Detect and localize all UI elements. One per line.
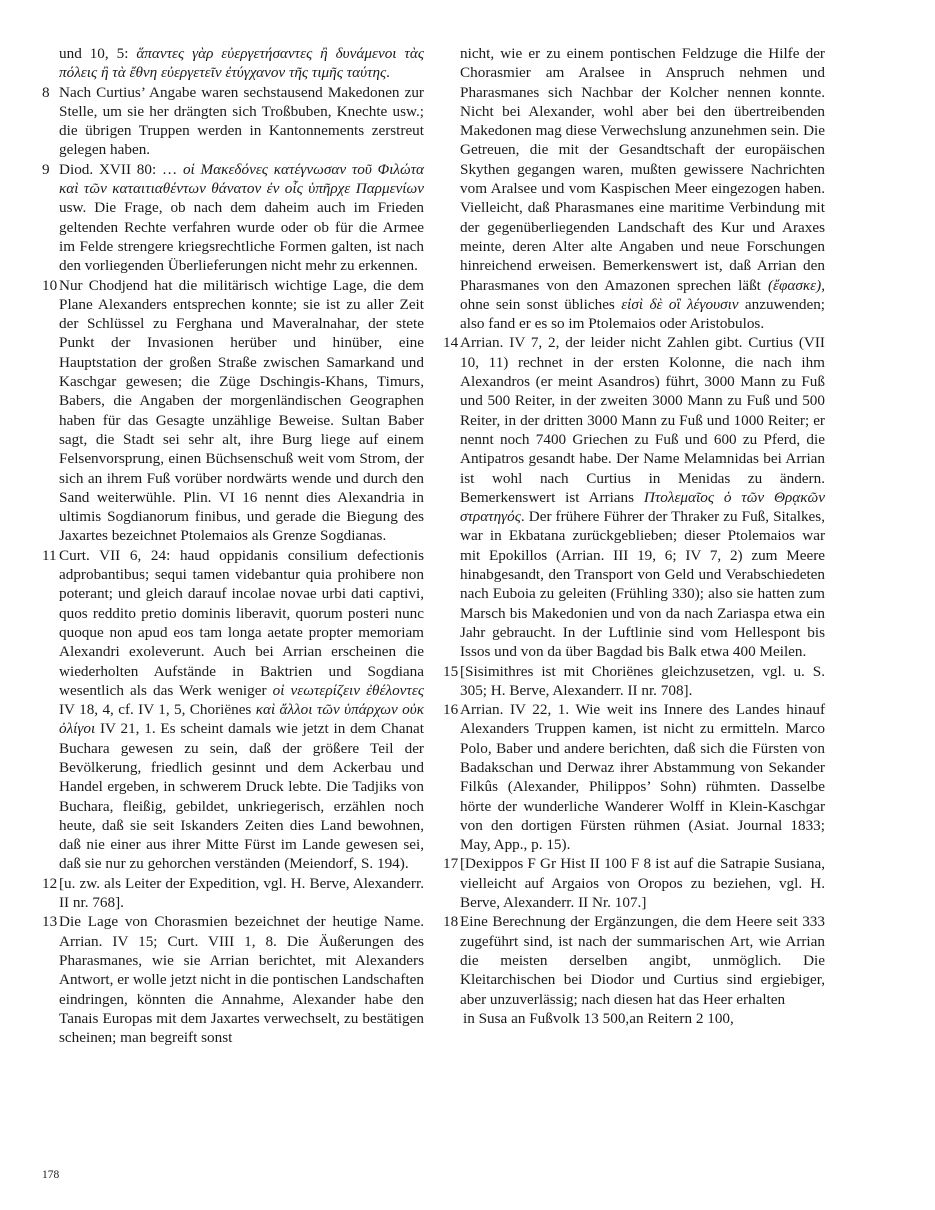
note-text: Curt. VII 6, 24: haud oppidanis consilium defectionis adprobantibus; sequi tamen videbantur quia prohibere non poterant; und gleich darauf incolae novae urbi dati captivi, quos reddito pretio dominis liberavit, quorum posteri nunc quoque non apud eos tam longa aetate propter memoriam Alexandri exoleverunt. Auch bei Arrian erscheinen die wiederholten Aufstände in Baktrien und Sogdiana wesentlich als das Werk weniger bbox=[59, 546, 424, 699]
note-text: IV 21, 1. Es scheint damals wie jetzt in dem Chanat Buchara gewesen zu sein, daß der größere Teil der Bevölkerung, friedlich gesinnt und dem Ackerbau und Handel ergeben, in schwerem Druck lebte. Die Tadjiks von Buchara, fleißig, gebildet, unkriegerisch, erzählen noch heute, daß sie seit Iskanders Zeiten dies Land bewohnen, daß nie einer aus ihrer Mitte Fürst im Lande gewesen sei, daß sie nur zu gehorchen verständen (Meiendorf, S. 194). bbox=[59, 720, 424, 873]
note-continuation bbox=[42, 44, 424, 83]
page-number: 178 bbox=[42, 1169, 60, 1181]
greek-quote: εἰσὶ δὲ οἳ λέγουσιν bbox=[621, 295, 739, 313]
greek-quote: οἱ Μακεδόνες κατέγνωσαν τοῦ Φιλώτα καὶ τῶν καταιτιαθέντων θάνατον ἐν οἷς ὑπῆρχε Παρμενίων bbox=[59, 160, 424, 198]
note-text: [Sisimithres ist mit Choriënes gleichzusetzen, vgl. u. S. 305; H. Berve, Alexanderr. II nr. 708]. bbox=[460, 662, 825, 699]
note-text: nicht, wie er zu einem pontischen Feldzuge die Hilfe der Chorasmier am Aralsee in Anspruch nehmen und Pharasmanes sich Nachbar der Kolcher nennen konnte. Nicht bei Alexander, wohl aber bei den übertreibenden Makedonen mag diese Verwechslung anzunehmen sein. Die Getreuen, die mit der Gesandtschaft der europäischen Skythen gegangen waren, mußten gewissere Nachrichten vom Aralsee und vom Kaspischen Meer eingezogen haben. Vielleicht, daß Pharasmanes eine maritime Verbindung mit der gegenüberliegenden Landschaft des Kur und Araxes meinte, deren Alter alte Angaben und neue Forschungen hinreichend erweisen. Bemerkenswert ist, daß Arrian den Pharasmanes von den Amazonen sprechen läßt bbox=[460, 45, 825, 294]
note-15 bbox=[443, 662, 825, 701]
note-number: 15 bbox=[443, 662, 459, 680]
note-12 bbox=[42, 874, 424, 913]
greek-quote: οἱ νεωτερίζειν ἐθέλοντες bbox=[272, 681, 424, 699]
note-17 bbox=[443, 854, 825, 912]
note-text: Eine Berechnung der Ergänzungen, die dem Heere seit 333 zugeführt sind, ist nach der summarischen Art, wie Arrian die meisten derselben angibt, unmöglich. Die Kleitarchischen bei Diodor und Curtius sind ergiebiger, aber unzuverlässig; nach diesen hat das Heer erhalten bbox=[460, 913, 825, 1008]
note-text: [u. zw. als Leiter der Expedition, vgl. H. Berve, Alexanderr. II nr. 768]. bbox=[59, 874, 424, 912]
note-18 bbox=[443, 912, 825, 1008]
left-column bbox=[42, 44, 424, 1047]
note-text: und 10, 5: bbox=[59, 45, 137, 62]
note-number: 12 bbox=[42, 874, 58, 892]
note-number: 8 bbox=[42, 83, 50, 101]
note-text: IV 18, 4, cf. IV 1, 5, Choriënes bbox=[59, 701, 256, 719]
note-number: 11 bbox=[42, 546, 57, 564]
note-text: Diod. XVII 80: … bbox=[59, 160, 183, 178]
right-column bbox=[443, 44, 825, 1028]
note-text: anzuwenden; also fand er es so im Ptolemaios oder Aristobulos. bbox=[460, 295, 826, 333]
note-number: 16 bbox=[443, 701, 459, 719]
note-text: Arrian. IV 22, 1. Wie weit ins Innere des Landes hinauf Alexanders Truppen kamen, ist nicht zu ermitteln. Marco Polo, Baber und andere berichten, daß sich die Fürsten von Badakschan und Derwaz ihrer Abstammung von Sekander Filkûs (Alexander, Philippos’ Sohn) rühmten. Dasselbe hörte der wunderliche Wanderer Wolff in Klein-Kaschgar von den dortigen Fürsten rühmen (Asiat. Journal 1833; May, App., p. 15). bbox=[460, 701, 825, 854]
note-text: Arrian. IV 7, 2, der leider nicht Zahlen gibt. Curtius (VII 10, 11) rechnet in der ersten Kolonne, die nach ihm Alexandros (er meint Asandros) führt, 3000 Mann zu Fuß und 500 Reiter, in der zweiten 3000 Mann zu Fuß und 500 Reiter, in der dritten 3000 Mann zu Fuß und 1000 Reiter; er nennt noch 7400 Griechen zu Fuß und 600 zu Pferd, die Antipatros gesandt habe. Der Name Melamnidas bei Arrian ist wohl nach Curtius in Menidas zu ändern. Bemerkenswert ist Arrians bbox=[460, 334, 825, 506]
note-number: 17 bbox=[443, 855, 459, 873]
note-text: . bbox=[386, 64, 390, 82]
note-9 bbox=[42, 160, 424, 276]
note-number: 13 bbox=[42, 913, 58, 931]
greek-quote: καὶ ἄλλοι τῶν ὑπάρχων οὐκ ὀλίγοι bbox=[59, 701, 424, 738]
note-text: [Dexippos F Gr Hist II 100 F 8 ist auf die Satrapie Susiana, vielleicht auf Argaios von Oropos zu beziehen, vgl. H. Berve, Alexanderr. II Nr. 107.] bbox=[460, 855, 825, 912]
greek-quote: (ἔφασκε), bbox=[767, 276, 825, 294]
note-number: 10 bbox=[42, 276, 58, 294]
note-8 bbox=[42, 83, 424, 160]
note-10 bbox=[42, 276, 424, 546]
greek-quote: ἅπαντες γὰρ εὐεργετήσαντες ἢ δυνάμενοι τὰς πόλεις ἢ τὰ ἔθνη εὐεργετεῖν ἐτύγχανον τῆς τιμῆς ταύτης bbox=[59, 45, 424, 82]
note-number: 18 bbox=[443, 913, 459, 931]
note-number: 14 bbox=[443, 334, 459, 352]
note-text: Die Lage von Chorasmien bezeichnet der heutige Name. Arrian. IV 15; Curt. VIII 1, 8. Die Äußerungen des Pharasmanes, wie sie Arrian berichtet, mit Alexanders Antwort, er wolle jetzt nicht in die pontischen Landschaften eindringen, könnten die Annahme, Alexander habe den Tanais Europas mit dem Jaxartes verwechselt, zu bestätigen scheinen; man begreift sonst bbox=[59, 913, 424, 1047]
note-11 bbox=[42, 546, 424, 874]
greek-quote: Πτολεμαῖος ὁ τῶν Θρᾳκῶν στρατηγός bbox=[460, 488, 825, 526]
note-13 bbox=[42, 912, 424, 1047]
note-16 bbox=[443, 700, 825, 854]
note-text: ohne sein sonst übliches bbox=[460, 295, 622, 313]
note-text: . Der frühere Führer der Thraker zu Fuß, Sitalkes, war in Ekbatana zurückgeblieben; dieser Ptolemaios war mit Epokillos (Arrian. III 19, 6; IV 7, 2) zum Meere hinabgesandt, den Transport von Geld und Verabschiedeten nach Euboia zu geleiten (Frühling 330); also sie hatten zum Marsch bis Makedonien und von da nach Zariaspa etwa ein Jahr gebraucht. In der Luftlinie sind vom Hellespont bis Issos und von da über Bagdad bis Balk etwa 400 Meilen. bbox=[460, 508, 825, 661]
note-text: Nur Chodjend hat die militärisch wichtige Lage, die dem Plane Alexanders entsprechen konnte; sie ist zu aller Zeit der Schlüssel zu Ferghana und Maveralnahar, der stete Punkt der Invasionen herüber und hinüber, eine Hauptstation der großen Straße zwischen Samarkand und Kaschgar gewesen; die Züge Dschingis-Khans, Timurs, Babers, die Angaben der morgenländischen Geographen haben für das Gesagte unzählige Beweise. Sultan Baber sagt, die Stadt sei sehr alt, ihre Burg liege auf einem Felsenvorsprung, einen Büchsenschuß weit vom Strom, der sich an ihrem Fuß vorüber nordwärts wende und durch den Sand weiterwühle. Plin. VI 16 nennt dies Alexandria in ultimis Sogdianorum finibus, und gerade die Biegung des Jaxartes bezeichnet Ptolemaios als Grenze Sogdianas. bbox=[59, 276, 424, 545]
note-14 bbox=[443, 333, 825, 661]
note-18-table-line: in Susa an Fußvolk 13 500,an Reitern 2 100, bbox=[463, 1009, 734, 1027]
note-number: 9 bbox=[42, 160, 50, 178]
note-13-continuation bbox=[443, 44, 825, 333]
note-text: Nach Curtius’ Angabe waren sechstausend Makedonen zur Stelle, um sie her drängten sich Troßbuben, Knechte usw.; die übrigen Truppen werden in Kantonnements zerstreut gelegen haben. bbox=[59, 83, 424, 159]
note-text: usw. Die Frage, ob nach dem daheim auch im Frieden geltenden Rechte verfahren wurde oder ob für die Armee im Felde strengere kriegsrechtliche Formen galten, ist nach den vorliegenden Überlieferungen nicht mehr zu erkennen. bbox=[59, 199, 424, 275]
